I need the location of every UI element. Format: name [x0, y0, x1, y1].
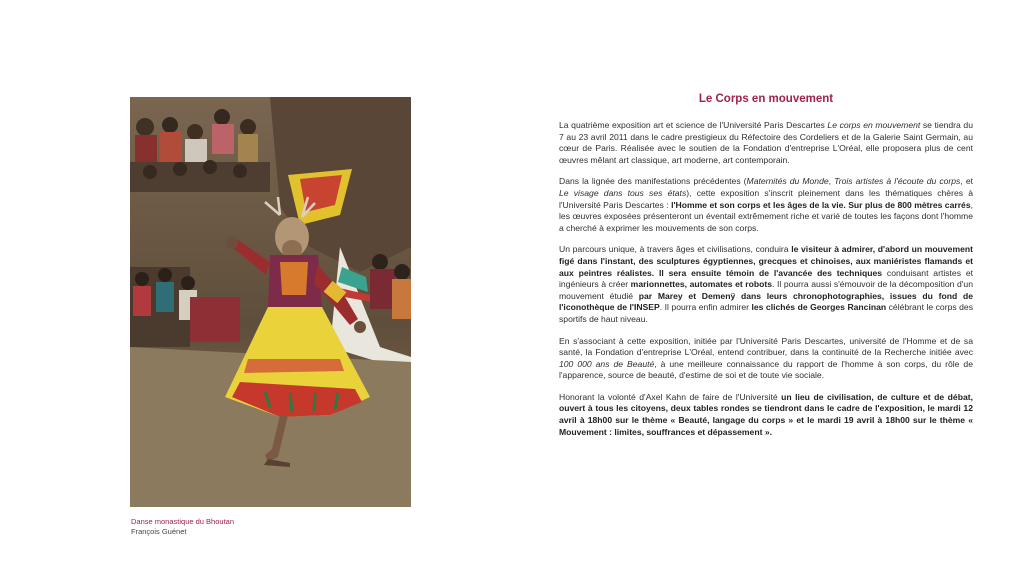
- bhutan-dance-image: [130, 97, 411, 507]
- paragraph-1: [559, 120, 973, 166]
- p2-italic-f: Le visage dans tous ses états: [559, 187, 687, 198]
- p4-italic-b: 100 000 ans de Beauté: [559, 358, 655, 369]
- p3-text-c: conduisant artistes et ingénieurs à créer: [559, 267, 973, 290]
- p2-text-c: ,: [828, 176, 835, 187]
- p3-bold-h: les clichés de Georges Rancinan: [751, 302, 887, 313]
- p3-bold-f: par Marey et Demenÿ dans leurs chronophotographies, issues du fond de l'iconothèque de l'INSEP: [559, 290, 973, 313]
- p1-text-c: se tiendra du 7 au 23 avril 2011 dans le cadre prestigieux du Réfectoire des Cordeliers et de la Galerie Saint Germain, au cœur de Paris. Réalisée avec le soutien de la Fondation d'entreprise L'Oréal, elle proposera plus de cent œuvres mêlant art classique, art moderne, art contemporain.: [559, 120, 973, 165]
- p4-text-a: En s'associant à cette exposition, initiée par l'Université Paris Descartes, université de l'Homme et de sa santé, la Fondation d'entreprise L'Oréal, entend contribuer, dans la continuité de la Recherche initiée avec: [559, 335, 973, 358]
- article-title: Le Corps en mouvement: [698, 93, 834, 105]
- p5-text-a: Honorant la volonté d'Axel Kahn de faire de l'Université: [559, 391, 782, 402]
- photo-caption: [131, 517, 234, 536]
- p2-bold-h: l'Homme et son corps et les âges de la vie. Sur plus de 800 mètres carrés: [671, 199, 971, 210]
- p3-text-g: . Il pourra enfin admirer: [659, 302, 752, 313]
- p2-text-a: Dans la lignée des manifestations précédentes (: [559, 176, 747, 187]
- p1-text-a: La quatrième exposition art et science de l'Université Paris Descartes: [559, 120, 828, 130]
- p2-text-i: , les œuvres exposées présenteront un éventail extrêmement riche et varié de toutes les façons dont l'homme a cherché à exprimer les mouvements de son corps.: [559, 199, 974, 233]
- p3-text-a: Un parcours unique, à travers âges et civilisations, conduira: [559, 244, 792, 255]
- p2-italic-d: Trois artistes à l'écoute du corps: [834, 176, 961, 187]
- p2-text-g: ), cette exposition s'inscrit pleinement dans les thématiques chères à l'Université Paris Descartes :: [559, 187, 973, 210]
- p2-text-e: , et: [960, 176, 973, 187]
- paragraph-4: [559, 336, 973, 382]
- dancer-photo: [130, 97, 411, 507]
- p2-italic-b: Maternités du Monde: [746, 176, 829, 187]
- p1-italic-b: Le corps en mouvement: [827, 120, 921, 130]
- p3-bold-b: le visiteur à admirer, d'abord un mouvement figé dans l'instant, des sculptures égyptiennes, grecques et chinoises, aux maniéristes flamands et aux peintres réalistes. Il sera ensuite témoin de l'avancée des techniques: [559, 244, 973, 278]
- caption-author: François Guénet: [131, 526, 187, 536]
- p3-text-i: célébrant le corps des sportifs de haut niveau.: [559, 302, 973, 324]
- caption-title: Danse monastique du Bhoutan: [131, 517, 234, 526]
- p5-bold-b: un lieu de civilisation, de culture et de débat, ouvert à tous les citoyens, deux tables rondes se tiendront dans le cadre de l'exposition, le mardi 12 avril à 18h00 sur le thème « Beauté, langage du corps » et le mardi 19 avril à 18h00 sur le thème « Mouvement : limites, souffrances et dépassement ».: [559, 391, 973, 437]
- paragraph-2: [559, 176, 973, 234]
- paragraph-3: [559, 244, 973, 325]
- p3-bold-d: marionnettes, automates et robots: [630, 279, 773, 290]
- paragraph-5: [559, 392, 973, 438]
- article: [559, 92, 973, 448]
- p3-text-e: . Il pourra aussi s'émouvoir de la décomposition d'un mouvement étudié: [559, 279, 973, 301]
- p4-text-c: , à une meilleure connaissance du rapport de l'homme à son corps, du rôle de l'apparence, source de beauté, d'estime de soi et de toute vie sociale.: [559, 358, 973, 381]
